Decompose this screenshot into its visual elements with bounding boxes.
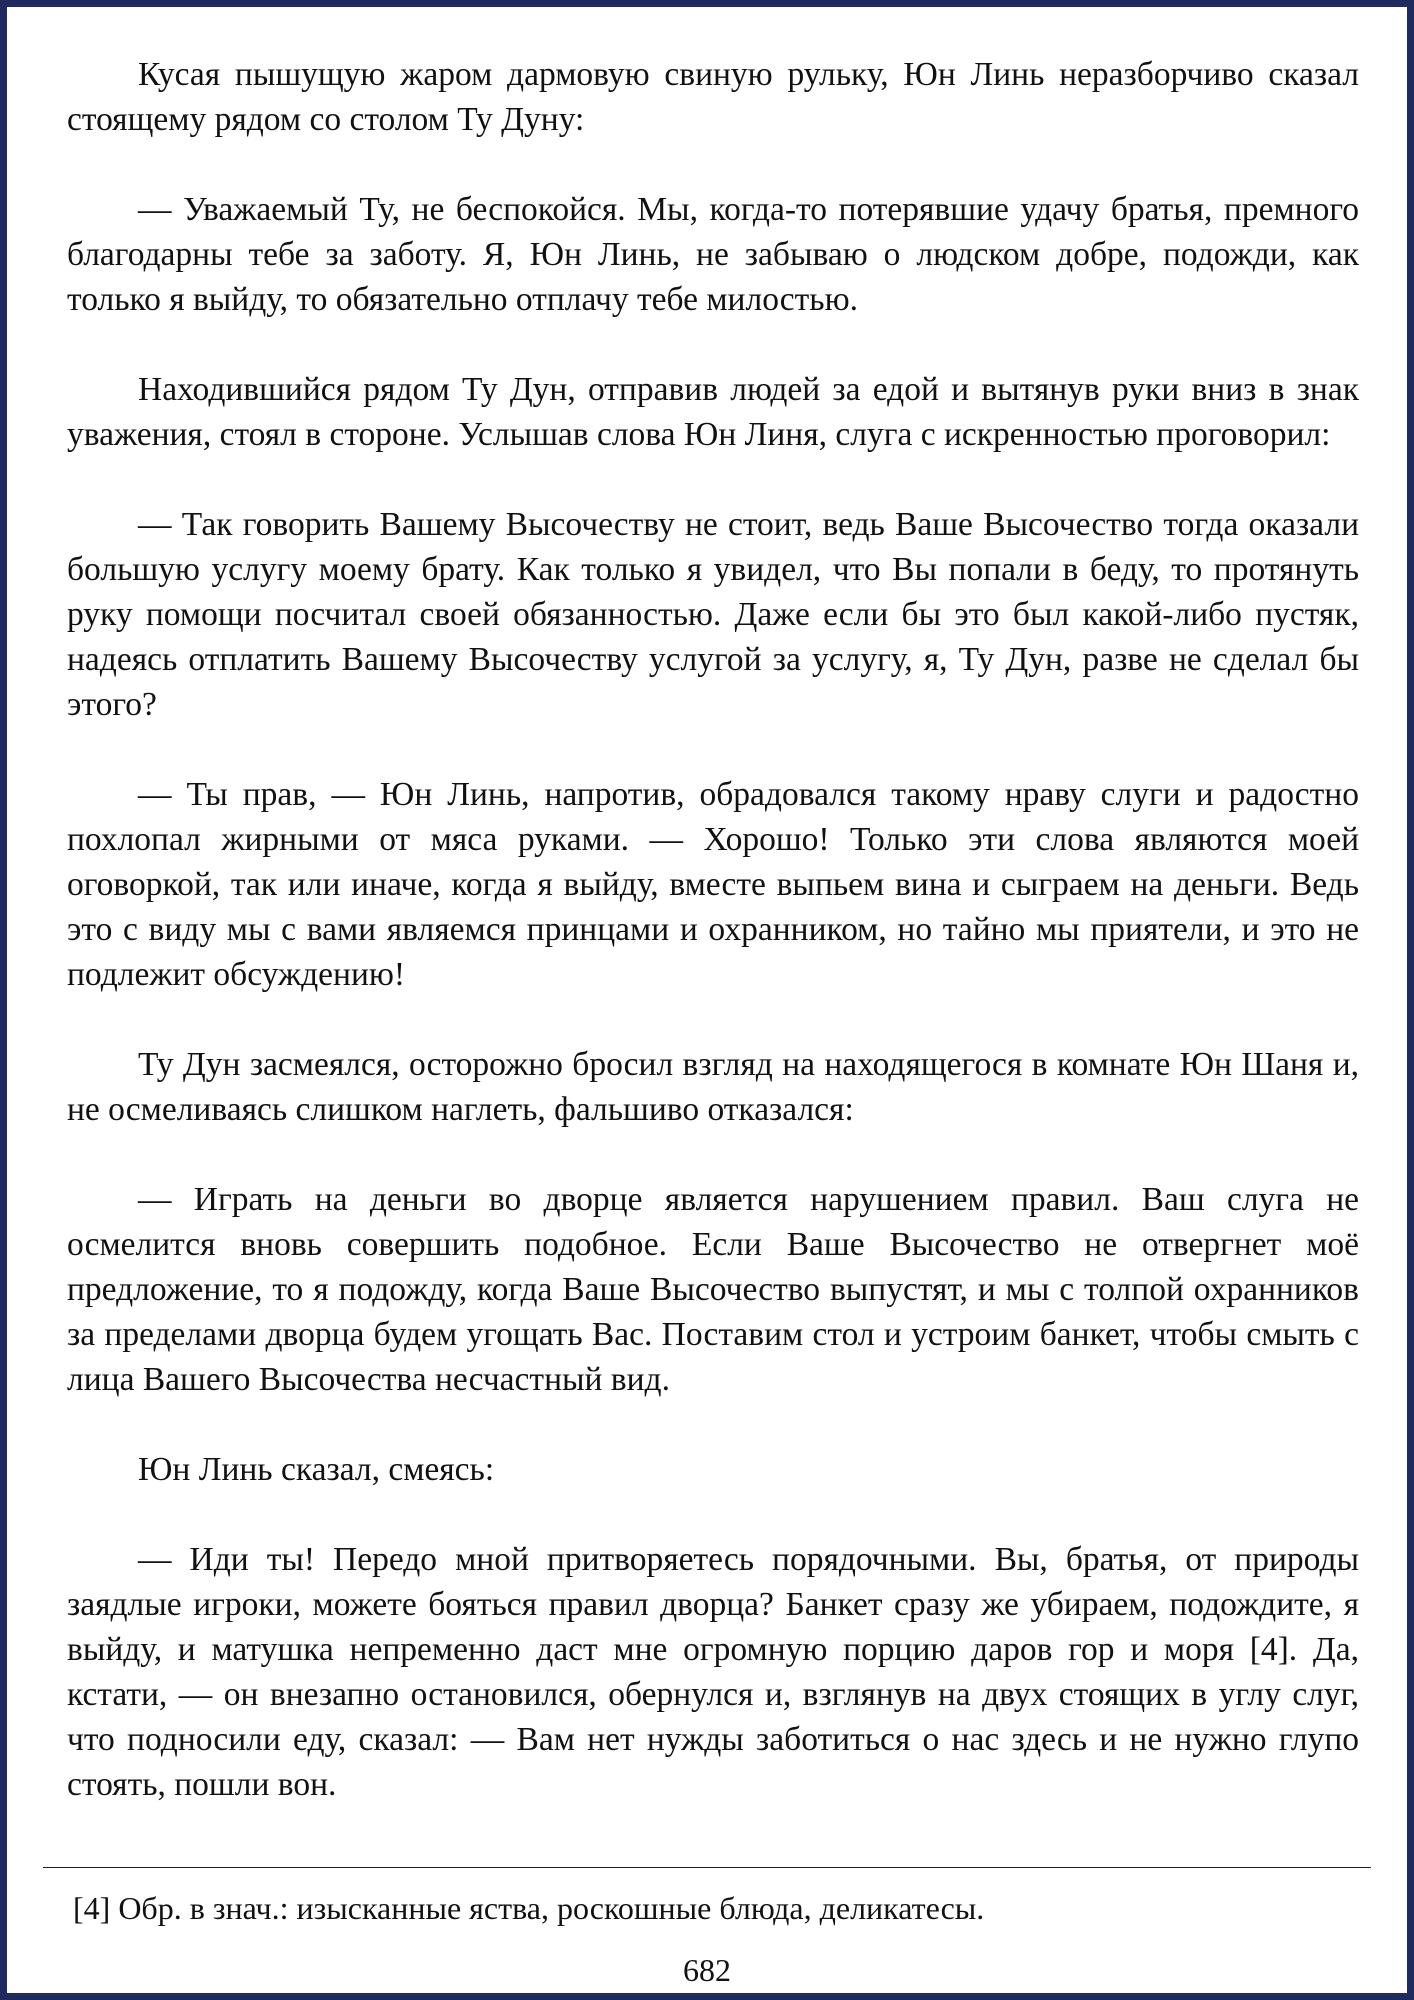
footnote: [4] Обр. в знач.: изысканные яства, роскошные блюда, деликатесы. xyxy=(73,1890,985,1926)
paragraph: — Ты прав, — Юн Линь, напротив, обрадовался такому нраву слуги и радостно похлопал жирными от мяса руками. — Хорошо! Только эти слова являются моей оговоркой, так или иначе, когда я выйду, вместе выпьем вина и сыграем на деньги. Ведь это с виду мы с вами являемся принцами и охранником, но тайно мы приятели, и это не подлежит обсуждению! xyxy=(67,776,1359,993)
paragraph: — Играть на деньги во дворце является нарушением правил. Ваш слуга не осмелится вновь совершить подобное. Если Ваше Высочество не отвергнет моё предложение, то я подожду, когда Ваше Высочество выпустят, и мы с толпой охранников за пределами дворца будем угощать Вас. Поставим стол и устроим банкет, чтобы смыть с лица Вашего Высочества несчастный вид. xyxy=(67,1181,1359,1398)
page-body xyxy=(67,52,1359,1807)
paragraph: Ту Дун засмеялся, осторожно бросил взгляд на находящегося в комнате Юн Шаня и, не осмеливаясь слишком наглеть, фальшиво отказался: xyxy=(67,1046,1359,1128)
paragraph: — Иди ты! Передо мной притворяетесь порядочными. Вы, братья, от природы заядлые игроки, можете бояться правил дворца? Банкет сразу же убираем, подождите, я выйду, и матушка непременно даст мне огромную порцию даров гор и моря [4]. Да, кстати, — он внезапно остановился, обернулся и, взглянув на двух стоящих в углу слуг, что подносили еду, сказал: — Вам нет нужды заботиться о нас здесь и не нужно глупо стоять, пошли вон. xyxy=(67,1541,1359,1803)
paragraph: — Так говорить Вашему Высочеству не стоит, ведь Ваше Высочество тогда оказали большую услугу моему брату. Как только я увидел, что Вы попали в беду, то протянуть руку помощи посчитал своей обязанностью. Даже если бы это был какой-либо пустяк, надеясь отплатить Вашему Высочеству услугой за услугу, я, Ту Дун, разве не сделал бы этого? xyxy=(67,506,1359,723)
footnote-divider xyxy=(43,1867,1371,1868)
paragraph: Находившийся рядом Ту Дун, отправив людей за едой и вытянув руки вниз в знак уважения, стоял в стороне. Услышав слова Юн Линя, слуга с искренностью проговорил: xyxy=(67,371,1359,453)
paragraph: Кусая пышущую жаром дармовую свиную рульку, Юн Линь неразборчиво сказал стоящему рядом со столом Ту Дуну: xyxy=(67,56,1359,138)
paragraph: — Уважаемый Ту, не беспокойся. Мы, когда-то потерявшие удачу братья, премного благодарны тебе за заботу. Я, Юн Линь, не забываю о людском добре, подожди, как только я выйду, то обязательно отплачу тебе милостью. xyxy=(67,191,1359,318)
paragraph: Юн Линь сказал, смеясь: xyxy=(138,1451,495,1488)
page-number: 682 xyxy=(683,1952,731,1988)
